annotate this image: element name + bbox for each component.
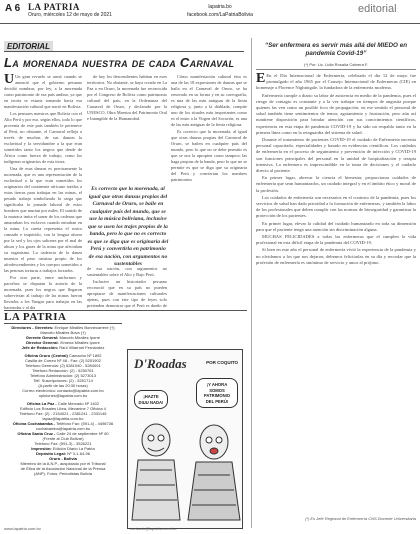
masthead-line-label: Directores - Gerentes:: [11, 325, 54, 330]
editorial-column-3: [171, 74, 247, 309]
dancer-right-figure: [188, 425, 240, 520]
column-divider: [251, 38, 252, 528]
masthead-info: [4, 325, 122, 525]
masthead-line-text: Camacho Nº 1892: [68, 353, 102, 358]
masthead-line-text: Telefono Redacción: (2) - 5250761: [32, 368, 94, 373]
editorial-paragraph: Una de esas danzas es precisamente la morenada, que es una representación de la esclavitud a la que eran sometidos los originarios del continente africano traídos a estas tierras para trabajar en las minas, el pesado trabajo simbolizado la carga que significaba la jornada laboral de estos hombres que murían por miles. El sonido de la matraca imita el sonar de los cadenas que amarraban los esclavos cuando entraban en la mina. La careta representa el rostro cansado e impávido, con la lengua afuera por la sed y los ojos saltones por el mal de altura y los gases de la mina que afectaban su organismo. La cadencia de la danza muestra el paso cansino propio de los afrodescendientes y los cuerpos sometidos a las penosas torturas a trabajos forzados.: [4, 166, 82, 273]
masthead-line-text: Marcelo Miralles Iporre: [59, 335, 101, 340]
opinion-paragraph: MUCHAS FELICIDADES a todas las enfermeras que el cumplen la vida profesional en esta difícil etapa de la pandemia del COVID-19.: [256, 234, 416, 246]
editorial-paragraph: Cómo manifestación cultural ésta es una de las 18 expresiones de danzas que se baila en el Carnaval de Oruro, se ha renovado en su forma y en su coreografía, es una de las más antiguas de la fiesta religiosa y, junto a la diablada, compite uno de los rituales más importantes como es el entro a la Virgen del Socavón, es una de las más antiguas de la fiesta religiosa.: [171, 74, 247, 127]
masthead-line-label: Oruro - Bolivia: [49, 456, 77, 461]
facebook-link[interactable]: facebook.com/LaPatriaBolivia: [187, 12, 253, 18]
masthead-line: [4, 471, 122, 476]
masthead-line-text: Edificio Los Rosales Libra, Mezanine 7 Oficina 4: [20, 406, 106, 411]
page-header: [0, 0, 420, 24]
editorial-column-1: [4, 74, 82, 309]
drop-cap: E: [256, 73, 266, 86]
masthead-line-label: Impresión:: [31, 446, 52, 451]
dancer-left-figure: [132, 424, 180, 520]
masthead-line-text: (A partir de las 20:30 horas): [38, 383, 88, 388]
masthead-line-text: opiniones@lapatria.com.bo: [38, 393, 88, 398]
editorial-column-2-top: [87, 74, 167, 182]
masthead-line-label: Director General:: [26, 340, 59, 345]
editorial-paragraph: de hoy los descendientes habitan en esos territorios. No obstante, se haya creado en La Paz o en Oruro, la morenada fue reconocida por el Congreso de Bolivia como patrimonio cultural del país, en la Ordenanza del Carnaval de Oruro, y declarado por la UNESCO, Obra Maestra del Patrimonio Oral e Intangible de la Humanidad.: [87, 74, 167, 121]
masthead-line-text: Miembro de la A.N.P., auspiciado por el Tribunal: [20, 461, 106, 466]
masthead-line-text: Telefono Administración: (2) 5273013: [29, 373, 97, 378]
website-link[interactable]: lapatria.bo: [208, 4, 232, 10]
opinion-paragraph: Los cuidados de enfermería son necesarios en el contexto de la pandemia, pues los servicios de salud han dado prioridad a la formación de enfermeras, y también la labor de los profesionales que deben cumplir con las normas de bioseguridad y garantizar la protección de los pacientes.: [256, 194, 416, 219]
masthead-line-text: lapaz@lapatria.com.bo: [42, 416, 84, 421]
opinion-footnote: (*) Es Jefe Regional de Enfermería CNS Docente Universitaria: [305, 516, 416, 521]
opinion-paragraph: Durante el tratamiento de pacientes COVID-19 el cuidado de Enfermería necesita personal capacitado, especialidades y basado en evidencias científicas. Los cuidados de enfermería en el proceso de seguimiento y prevención de infección y COVID-19 son funciones principales del personal en la unidad de hospitalización y terapia intensiva. La enfermera es imprescindible en la toma de decisiones y el cuidado directo al paciente.: [256, 137, 416, 174]
masthead-line-text: Marcelo Miralles Bova (†): [40, 330, 86, 335]
opinion-paragraph: E En el Día Internacional de Enfermería, celebrado el día 12 de mayo fue promulgado el año 1965 por el Consejo Internacional de Enfermeras (CIE) en homenaje a Florence Nightingale, la fundadora de la enfermería moderna.: [256, 73, 416, 91]
editorial-paragraph: Los pensares nuestros que Bolivia con el Alto Perú y por eso, según ellos, todo lo que provenía de este país también le pertenece al Perú, no obstante, el Carnaval refleja a través de muchas de sus danzas la esclavitud y la servidumbre a la que eran sometidos tanto los negros que desde de África como fuerza de trabajo, como los indígenas originarios de esta tierra.: [4, 111, 82, 164]
opinion-rule: [256, 69, 416, 70]
masthead-line-text: Nº 3-1-64-96: [67, 451, 90, 456]
opinion-paragraph: En primer lugar, abrevar la ciencia el bienestar, proporcionar cuidados de enfermería que sean humanizados, un cuidado integral y en el ámbito ético y moral de la profesión.: [256, 175, 416, 193]
speech-bubble-right: ¡Y AHORA SOMOS PATRIMONIO DEL PERÚ!: [196, 378, 238, 408]
masthead-line-label: Oficina La Paz -: [26, 401, 57, 406]
masthead-line-text: Edición Diario La Patria: [52, 446, 95, 451]
masthead-line-label: Gerente General:: [25, 335, 59, 340]
masthead-line-text: Ximena Miralles Iporre: [59, 340, 100, 345]
editorial-paragraph: Inclusive un historiador peruano reconoció que en su país no pueden apropiarse de manifestaciones culturales ajenas, pues con este tipo de leyes solo pretenden demostrar que el Perú es dueño de: [87, 279, 167, 308]
masthead-line-label: Oficina Santa Cruz -: [17, 431, 56, 436]
masthead-line-text: Raúl Villarroel Fernández: [59, 345, 105, 350]
page-number: A 6: [5, 3, 21, 14]
opinion-paragraph: Si bien en este año el personal de enfermería vivió la experiencia de la pandemia y no olvidamos a los que nos dejaron, debemos felicitarlas en su día y recordar que la profesión de enfermería es sinónimo de servicio y amor al prójimo.: [256, 247, 416, 265]
masthead-line-text: Enrique Miralles Bonnecarrere (†): [54, 325, 115, 330]
opinion-paragraph: En primer lugar, elevar la calidad del cuidado humanizado en toda su dimensión para que el paciente tenga una atención sin discriminación alguna.: [256, 220, 416, 232]
masthead-line-label: Oficina Cochabamba -: [12, 421, 56, 426]
footer-website[interactable]: www.lapatria.com.bo: [4, 526, 41, 531]
cartoon-logo: D'Roadas: [134, 356, 187, 371]
masthead-line-text: Calle Mercado Nº 1402: [57, 401, 100, 406]
section-name: editorial: [358, 3, 397, 15]
masthead-line-label: Jefe de Redacción:: [21, 345, 59, 350]
masthead-line-text: de Ética de la Asociación Nacional de la Prensa: [20, 466, 106, 471]
footer-email[interactable]: contacto@lapatria.com.bo: [130, 526, 177, 531]
masthead-title: LA PATRIA: [4, 311, 67, 323]
masthead-line-text: Teléfono Fax: (591-4) - 4496736: [56, 421, 114, 426]
cartoon-figures: [128, 410, 243, 529]
masthead-rule: [4, 323, 122, 324]
editorial-rule: [4, 51, 244, 52]
pull-quote: Es correcto que la morenada, al igual que otras danzas propias del Carnaval de Oruro, se baile en cualquier país del mundo, que se use la música boliviana, inclusive que se usen los trajes propios de la banda, pero lo que no es correcto es que se diga que es originaria del Perú y convertirla en patrimonio de esa nación, con argumentos no sustentables: [87, 186, 169, 267]
masthead-line-text: Telefono Gerencia: (2) 5281040 - 5284001: [25, 363, 101, 368]
masthead-line: [4, 345, 122, 350]
opinion-byline: (*) Por: Lic. Lidia Rosalía Cabrera F.: [303, 62, 369, 67]
masthead-line-label: Oficina Oruro (Central): [24, 353, 68, 358]
opinion-paragraph: Enfermería cumple a diario su labor de asistencia en medio de la pandemia, pues el riesgo de contagio es constante y a la vez trabajar en tiempos de angustia porque quienes las ven como un posible foco de propagación, en ese sentido el personal de salud también tiene sentimientos de temor, agotamiento y frustración, pero aún así mantiene disposición para brindar atención con sus conocimientos científicos, experiencia en esta etapa de pandemia COVID-19 y ha sido un respaldo tanto en la primera línea como en la retaguardia del sistema de salud.: [256, 92, 416, 135]
opinion-body: [256, 73, 416, 513]
drop-cap: U: [4, 74, 15, 87]
editorial-column-2-bottom: [87, 266, 167, 310]
masthead-line-text: Telefono Fax: (2) - 2154021 - 2381241 - 2331145: [19, 411, 107, 416]
issue-date: Oruro, miércoles 12 de mayo de 2021: [28, 12, 112, 18]
speech-bubble-left: ¡HAZTE DIUU NADA!: [134, 390, 168, 409]
opinion-title: “Ser enfermera es servir más allá del MIEDO en pandemia Covid-19”: [264, 42, 408, 57]
cartoon-credit: POR COQUITO: [206, 360, 238, 365]
editorial-cartoon: [127, 349, 243, 529]
editorial-headline: La morenada nuestra de cada Carnaval: [4, 55, 235, 70]
masthead-line-text: Telf. Suscripciones: (2) - 5251714: [33, 378, 93, 383]
paper-name: LA PATRIA: [28, 2, 80, 12]
masthead-line-text: cochabamba@lapatria.com.bo: [35, 426, 91, 431]
masthead-line-text: Casilla de Correo Nº 48 - Fax: (2) 5251902: [25, 358, 101, 363]
masthead-line-text: Calle 24 de septiembre Nº 60: [56, 431, 109, 436]
masthead-line-text: Correo electrónico: contacto@lapatria.com.bo: [22, 388, 104, 393]
editorial-paragraph: Es correcto que la morenada, al igual que otras danzas propias del Carnaval de Oruro, se bailen en cualquier país del mundo, pero lo que no se debe permitir es que se nos la apropien como tampoco las haga propias de la banda, pero lo que no se permite es que se diga que su originaria del Perú y conviertan los nombres patrimonios: [171, 129, 247, 182]
editorial-tag: EDITORIAL: [4, 41, 53, 52]
masthead-line-text: (ANP). Fotos: Periodistas Bolivia: [33, 471, 93, 476]
masthead-line-text: (Frente al Club Bolivar): [42, 436, 84, 441]
editorial-paragraph: Por otra parte, entre uniformes y pacerhos se disputan la autoría de la morenada, pues los negros que llegaron sobrevivían al trabajo de las minas fueron llevados a los Yungas para trabajar en las haciendas y al día: [4, 275, 82, 309]
masthead-line-text: Telefono Fax: (591-3) - 3526221: [34, 441, 92, 446]
masthead-line-label: Depósito Legal:: [36, 451, 67, 456]
editorial-paragraph: de esa nación, con argumentos no sustentables sobre el Alto y Bajo Perú.: [87, 266, 167, 277]
editorial-paragraph: U Un gran revuelo se armó cuando se anunció que el gobierno peruano decidió nombrar, por ley, a la morenada como patrimonio de esa país andino, ya que en teoría se estaría tomando hacia esa manifestación cultural que nació en Bolivia.: [4, 74, 82, 109]
